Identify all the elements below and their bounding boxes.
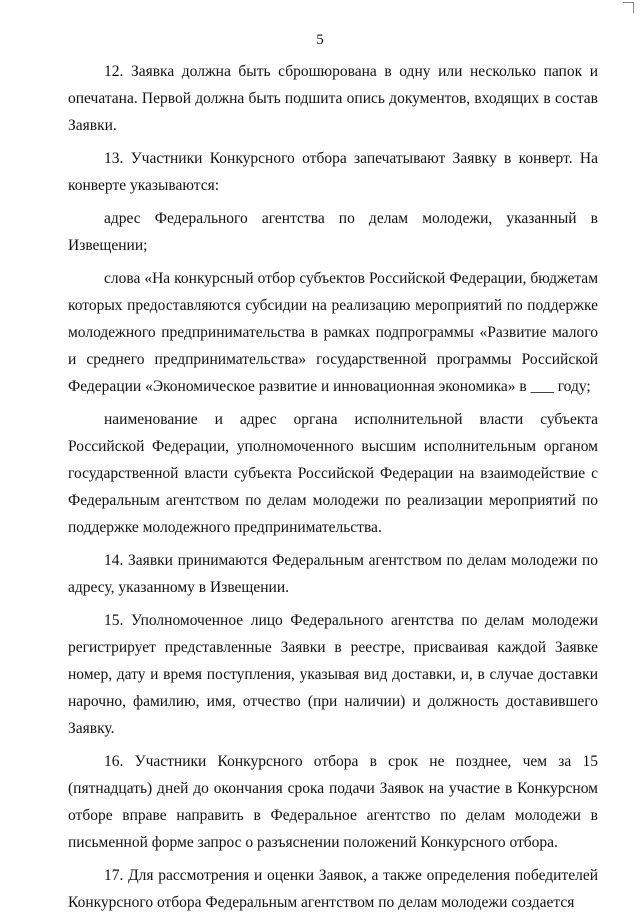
paragraph-words: слова «На конкурсный отбор субъектов Российской Федерации, бюджетам которых предоставляются субсидии на реализацию мероприятий по поддержке молодежного предпринимательства в рамках подпрограммы «Развитие малого и среднего предпринимательства» государственной программы Российской Федерации «Экономическое развитие и инновационная экономика» в ___ году; (68, 270, 598, 395)
page-number: 5 (316, 32, 324, 48)
paragraph-16: 16. Участники Конкурсного отбора в срок не позднее, чем за 15 (пятнадцать) дней до окончания срока подачи Заявок на участие в Конкурсном отборе вправе направить в Федеральное агентство по делам молодежи в письменной форме запрос о разъяснении положений Конкурсного отбора. (68, 753, 598, 851)
paragraph-12: 12. Заявка должна быть сброшюрована в одну или несколько папок и опечатана. Первой должна быть подшита опись документов, входящих в состав Заявки. (68, 63, 598, 134)
document-body (68, 58, 598, 922)
paragraph-17: 17. Для рассмотрения и оценки Заявок, а также определения победителей Конкурсного отбора Федеральным агентством по делам молодежи создается (68, 867, 598, 911)
paragraph-13: 13. Участники Конкурсного отбора запечатывают Заявку в конверт. На конверте указываются: (68, 150, 598, 194)
scan-corner-mark (623, 2, 634, 13)
paragraph-address: адрес Федерального агентства по делам молодежи, указанный в Извещении; (68, 210, 598, 254)
paragraph-15: 15. Уполномоченное лицо Федерального агентства по делам молодежи регистрирует представленные Заявки в реестре, присваивая каждой Заявке номер, дату и время поступления, указывая вид доставки, и, в случае доставки нарочно, фамилию, имя, отчество (при наличии) и должность доставившего Заявку. (68, 612, 598, 737)
paragraph-14: 14. Заявки принимаются Федеральным агентством по делам молодежи по адресу, указанному в Извещении. (68, 552, 598, 596)
paragraph-authority: наименование и адрес органа исполнительной власти субъекта Российской Федерации, уполномоченного высшим исполнительным органом государственной власти субъекта Российской Федерации на взаимодействие с Федеральным агентством по делам молодежи по реализации мероприятий по поддержке молодежного предпринимательства. (68, 411, 598, 536)
